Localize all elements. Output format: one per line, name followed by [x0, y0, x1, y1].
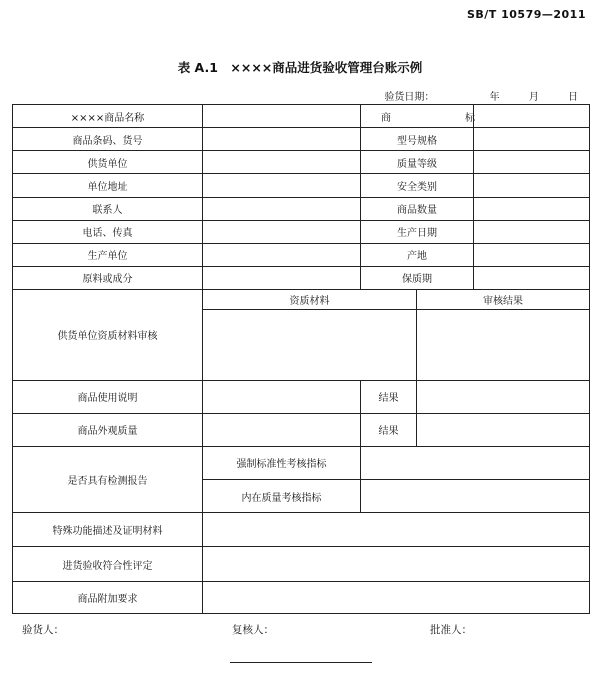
review-result-value[interactable]: [417, 310, 590, 380]
table-row: [13, 266, 590, 289]
compliance-evaluation-value[interactable]: [203, 547, 590, 581]
table-row: [13, 197, 590, 220]
appearance-quality-value[interactable]: [203, 413, 361, 446]
supplier-label: 供货单位: [13, 151, 203, 174]
inspection-date-label: 验货日期：: [384, 92, 435, 103]
approver-signature-label: 批准人：: [430, 624, 472, 636]
special-function-label: 特殊功能描述及证明材料: [13, 513, 203, 547]
appearance-result-label: 结果: [361, 413, 417, 446]
product-name-value[interactable]: [203, 105, 361, 128]
supplier-address-value[interactable]: [203, 174, 361, 197]
table-row: [13, 446, 590, 479]
quantity-label: 商品数量: [361, 197, 474, 220]
barcode-value[interactable]: [203, 128, 361, 151]
contact-label: 联系人: [13, 197, 203, 220]
additional-requirements-label: 商品附加要求: [13, 581, 203, 613]
production-date-label: 生产日期: [361, 220, 474, 243]
production-date-value[interactable]: [474, 220, 590, 243]
mandatory-indicator-label: 强制标准性考核指标: [203, 446, 361, 479]
trademark-label: 商 标: [361, 105, 474, 128]
model-spec-label: 型号规格: [361, 128, 474, 151]
quality-grade-label: 质量等级: [361, 151, 474, 174]
qualification-materials-value[interactable]: [203, 310, 417, 380]
phone-fax-label: 电话、传真: [13, 220, 203, 243]
date-year-label: 年: [489, 92, 500, 103]
manufacturer-label: 生产单位: [13, 243, 203, 266]
model-spec-value[interactable]: [474, 128, 590, 151]
supplier-address-label: 单位地址: [13, 174, 203, 197]
quality-grade-value[interactable]: [474, 151, 590, 174]
intrinsic-indicator-label: 内在质量考核指标: [203, 480, 361, 513]
intrinsic-indicator-value[interactable]: [361, 480, 590, 513]
compliance-evaluation-label: 进货验收符合性评定: [13, 547, 203, 581]
date-month-label: 月: [528, 92, 539, 103]
table-row: [13, 547, 590, 581]
usage-result-label: 结果: [361, 380, 417, 413]
inspector-signature-label: 验货人：: [22, 624, 64, 636]
reviewer-signature-label: 复核人：: [232, 624, 274, 636]
usage-instructions-value[interactable]: [203, 380, 361, 413]
table-row: [13, 151, 590, 174]
usage-instructions-label: 商品使用说明: [13, 380, 203, 413]
manufacturer-value[interactable]: [203, 243, 361, 266]
page-title: 表 A.1 ××××商品进货验收管理台账示例: [177, 60, 423, 75]
table-row: [13, 174, 590, 197]
origin-value[interactable]: [474, 243, 590, 266]
table-row: [13, 413, 590, 446]
table-row: [13, 290, 590, 310]
review-result-header: 审核结果: [417, 290, 590, 310]
supplier-value[interactable]: [203, 151, 361, 174]
footer-divider: [230, 662, 372, 663]
table-row: [13, 581, 590, 613]
safety-category-value[interactable]: [474, 174, 590, 197]
qualification-materials-header: 资质材料: [203, 290, 417, 310]
table-row: [13, 128, 590, 151]
appearance-quality-label: 商品外观质量: [13, 413, 203, 446]
date-day-label: 日: [568, 92, 578, 103]
ingredients-label: 原料或成分: [13, 266, 203, 289]
inspection-ledger-table: [12, 104, 590, 614]
inspection-date-row: [384, 88, 578, 103]
appearance-result-value[interactable]: [417, 413, 590, 446]
product-name-label: ××××商品名称: [13, 105, 203, 128]
additional-requirements-value[interactable]: [203, 581, 590, 613]
inspection-report-label: 是否具有检测报告: [13, 446, 203, 512]
shelf-life-value[interactable]: [474, 266, 590, 289]
standard-code: SB/T 10579—2011: [466, 8, 586, 21]
mandatory-indicator-value[interactable]: [361, 446, 590, 479]
table-row: [13, 243, 590, 266]
table-row: [13, 105, 590, 128]
table-row: [13, 220, 590, 243]
special-function-value[interactable]: [203, 513, 590, 547]
shelf-life-label: 保质期: [361, 266, 474, 289]
usage-result-value[interactable]: [417, 380, 590, 413]
barcode-label: 商品条码、货号: [13, 128, 203, 151]
supplier-qualification-review-label: 供货单位资质材料审核: [13, 290, 203, 381]
phone-fax-value[interactable]: [203, 220, 361, 243]
origin-label: 产地: [361, 243, 474, 266]
contact-value[interactable]: [203, 197, 361, 220]
table-row: [13, 513, 590, 547]
table-row: [13, 380, 590, 413]
quantity-value[interactable]: [474, 197, 590, 220]
ingredients-value[interactable]: [203, 266, 361, 289]
safety-category-label: 安全类别: [361, 174, 474, 197]
